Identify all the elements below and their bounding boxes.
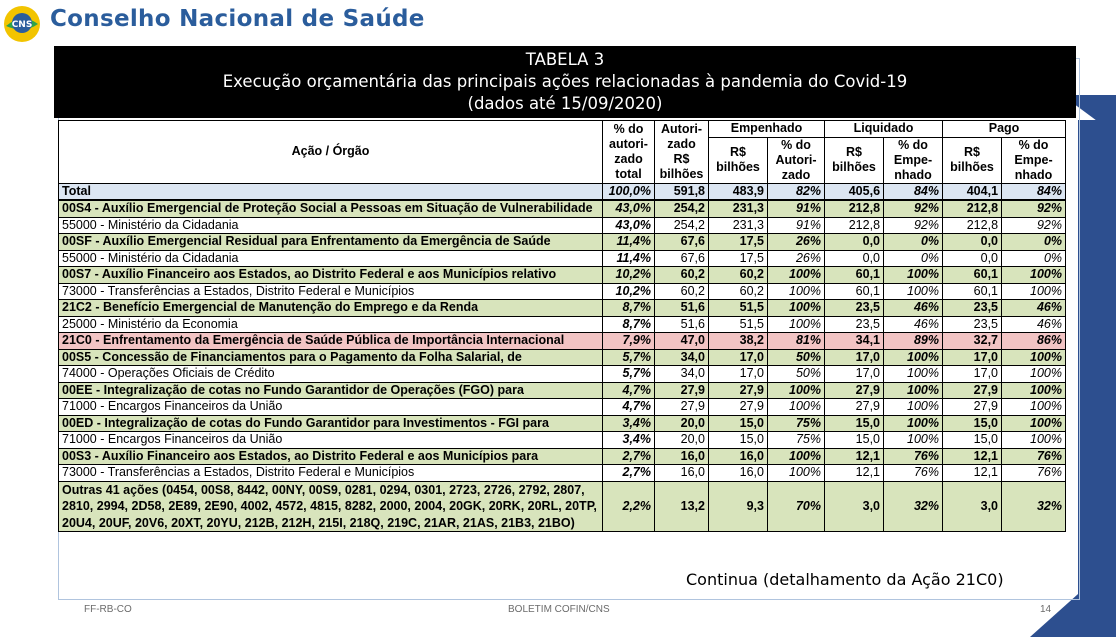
cell-liq-pct: 100% bbox=[884, 366, 943, 383]
cell-emp-pct: 100% bbox=[768, 382, 825, 399]
cell-emp-pct: 75% bbox=[768, 432, 825, 449]
cell-autorizado: 27,9 bbox=[655, 399, 709, 416]
cell-autorizado: 254,2 bbox=[655, 200, 709, 217]
cell-liq: 15,0 bbox=[825, 432, 884, 449]
cell-pago: 0,0 bbox=[943, 234, 1002, 251]
orgao-row bbox=[59, 316, 1066, 333]
cell-emp-pct: 50% bbox=[768, 366, 825, 383]
cell-emp: 17,5 bbox=[709, 234, 768, 251]
cell-label: 71000 - Encargos Financeiros da União bbox=[59, 432, 603, 449]
cell-pct-total: 5,7% bbox=[603, 366, 655, 383]
cell-autorizado: 13,2 bbox=[655, 481, 709, 532]
cell-emp: 16,0 bbox=[709, 448, 768, 465]
cell-emp-pct: 100% bbox=[768, 283, 825, 300]
cell-pct-total: 2,7% bbox=[603, 448, 655, 465]
cell-liq: 27,9 bbox=[825, 399, 884, 416]
orgao-row bbox=[59, 217, 1066, 234]
cell-pago: 17,0 bbox=[943, 366, 1002, 383]
cell-autorizado: 60,2 bbox=[655, 283, 709, 300]
cell-liq: 0,0 bbox=[825, 234, 884, 251]
cell-pago-pct: 100% bbox=[1002, 349, 1066, 366]
footer-left: FF-RB-CO bbox=[84, 604, 132, 615]
cell-pago: 32,7 bbox=[943, 333, 1002, 350]
cell-emp: 17,0 bbox=[709, 349, 768, 366]
cell-pago-pct: 32% bbox=[1002, 481, 1066, 532]
cell-pago-pct: 100% bbox=[1002, 399, 1066, 416]
header-liq-rs: R$ bilhões bbox=[825, 137, 884, 183]
cell-autorizado: 47,0 bbox=[655, 333, 709, 350]
header-pct-autorizado-total: % do autori- zado total bbox=[603, 121, 655, 184]
acao-row bbox=[59, 448, 1066, 465]
total-row bbox=[59, 183, 1066, 200]
cell-liq: 0,0 bbox=[825, 250, 884, 267]
cell-label: 55000 - Ministério da Cidadania bbox=[59, 250, 603, 267]
cell-autorizado: 16,0 bbox=[655, 465, 709, 482]
cell-label: 00S7 - Auxílio Financeiro aos Estados, ao Distrito Federal e aos Municípios relativo bbox=[59, 267, 603, 284]
cell-emp-pct: 100% bbox=[768, 448, 825, 465]
cell-pct-total: 10,2% bbox=[603, 283, 655, 300]
cell-pago-pct: 100% bbox=[1002, 283, 1066, 300]
cell-autorizado: 27,9 bbox=[655, 382, 709, 399]
cell-label: 00ED - Integralização de cotas do Fundo Garantidor para Investimentos - FGI para bbox=[59, 415, 603, 432]
budget-table bbox=[58, 120, 1066, 532]
cell-autorizado: 16,0 bbox=[655, 448, 709, 465]
cell-pago: 212,8 bbox=[943, 200, 1002, 217]
cell-label: 55000 - Ministério da Cidadania bbox=[59, 217, 603, 234]
cell-autorizado: 254,2 bbox=[655, 217, 709, 234]
header-empenhado: Empenhado bbox=[709, 121, 825, 138]
cell-liq-pct: 0% bbox=[884, 234, 943, 251]
cell-pago-pct: 92% bbox=[1002, 200, 1066, 217]
cell-liq-pct: 89% bbox=[884, 333, 943, 350]
header-liq-pct: % do Empe- nhado bbox=[884, 137, 943, 183]
cell-label: 00SF - Auxílio Emergencial Residual para Enfrentamento da Emergência de Saúde bbox=[59, 234, 603, 251]
cell-liq: 27,9 bbox=[825, 382, 884, 399]
cell-liq: 34,1 bbox=[825, 333, 884, 350]
cell-label: 73000 - Transferências a Estados, Distrito Federal e Municípios bbox=[59, 465, 603, 482]
cell-label: 25000 - Ministério da Economia bbox=[59, 316, 603, 333]
table-title-band bbox=[54, 46, 1076, 118]
cell-pago: 404,1 bbox=[943, 183, 1002, 200]
cell-emp-pct: 91% bbox=[768, 217, 825, 234]
cell-emp: 15,0 bbox=[709, 415, 768, 432]
cell-liq: 23,5 bbox=[825, 316, 884, 333]
cell-emp: 9,3 bbox=[709, 481, 768, 532]
cell-emp-pct: 26% bbox=[768, 234, 825, 251]
cell-liq-pct: 92% bbox=[884, 217, 943, 234]
cell-emp-pct: 26% bbox=[768, 250, 825, 267]
cell-pago: 0,0 bbox=[943, 250, 1002, 267]
cell-label: 00S5 - Concessão de Financiamentos para o Pagamento da Folha Salarial, de bbox=[59, 349, 603, 366]
cell-label: 71000 - Encargos Financeiros da União bbox=[59, 399, 603, 416]
cell-pago-pct: 86% bbox=[1002, 333, 1066, 350]
cell-liq: 60,1 bbox=[825, 267, 884, 284]
cell-autorizado: 34,0 bbox=[655, 349, 709, 366]
cell-emp-pct: 100% bbox=[768, 316, 825, 333]
cell-autorizado: 60,2 bbox=[655, 267, 709, 284]
acao-row bbox=[59, 382, 1066, 399]
cell-emp-pct: 82% bbox=[768, 183, 825, 200]
cell-liq-pct: 76% bbox=[884, 465, 943, 482]
brand-name: Conselho Nacional de Saúde bbox=[50, 6, 425, 32]
header-liquidado: Liquidado bbox=[825, 121, 943, 138]
cell-autorizado: 20,0 bbox=[655, 415, 709, 432]
cell-emp: 27,9 bbox=[709, 382, 768, 399]
cell-label: 00S4 - Auxílio Emergencial de Proteção Social a Pessoas em Situação de Vulnerabilidade bbox=[59, 200, 603, 217]
cell-pct-total: 2,2% bbox=[603, 481, 655, 532]
cell-emp: 38,2 bbox=[709, 333, 768, 350]
cell-pct-total: 11,4% bbox=[603, 234, 655, 251]
cell-liq-pct: 100% bbox=[884, 415, 943, 432]
cell-emp: 51,5 bbox=[709, 316, 768, 333]
cell-emp: 27,9 bbox=[709, 399, 768, 416]
cell-pct-total: 4,7% bbox=[603, 399, 655, 416]
cell-autorizado: 20,0 bbox=[655, 432, 709, 449]
table-body bbox=[59, 183, 1066, 532]
cell-liq-pct: 46% bbox=[884, 300, 943, 317]
header-autorizado: Autori- zado R$ bilhões bbox=[655, 121, 709, 184]
cell-pct-total: 2,7% bbox=[603, 465, 655, 482]
cell-label: 00S3 - Auxílio Financeiro aos Estados, ao Distrito Federal e aos Municípios para bbox=[59, 448, 603, 465]
header-row bbox=[59, 121, 1066, 138]
cell-pct-total: 3,4% bbox=[603, 432, 655, 449]
cell-pct-total: 11,4% bbox=[603, 250, 655, 267]
orgao-row bbox=[59, 250, 1066, 267]
cell-pct-total: 5,7% bbox=[603, 349, 655, 366]
cell-liq: 17,0 bbox=[825, 349, 884, 366]
cell-emp-pct: 70% bbox=[768, 481, 825, 532]
cell-liq-pct: 32% bbox=[884, 481, 943, 532]
cell-label: Outras 41 ações (0454, 00S8, 8442, 00NY, 00S9, 0281, 0294, 0301, 2723, 2726, 2792, 2807, 2810, 2994, 2D58, 2E89, 2E90, 4002, 4572, 4815, 8282, 2000, 2004, 20GK, 20RK, 20RL, 20TP, 20U4, 20UF, 20V6, 20XT, 20YU, 212B, 212H, 215I, 218Q, 219C, 21AR, 21AS, 21B3, 21BO) bbox=[59, 481, 603, 532]
footer-center: BOLETIM COFIN/CNS bbox=[508, 604, 610, 615]
cell-pct-total: 43,0% bbox=[603, 200, 655, 217]
cell-emp: 483,9 bbox=[709, 183, 768, 200]
cell-liq-pct: 100% bbox=[884, 283, 943, 300]
cell-pago: 15,0 bbox=[943, 415, 1002, 432]
cell-emp-pct: 100% bbox=[768, 267, 825, 284]
cns-logo bbox=[2, 4, 42, 44]
acao-row bbox=[59, 415, 1066, 432]
orgao-row bbox=[59, 399, 1066, 416]
table-subtitle: Execução orçamentária das principais ações relacionadas à pandemia do Covid-19 bbox=[222, 72, 908, 91]
cell-pago: 60,1 bbox=[943, 267, 1002, 284]
orgao-row bbox=[59, 283, 1066, 300]
cell-emp-pct: 75% bbox=[768, 415, 825, 432]
cell-pct-total: 43,0% bbox=[603, 217, 655, 234]
cell-label: 21C2 - Benefício Emergencial de Manutenção do Emprego e da Renda bbox=[59, 300, 603, 317]
cell-liq: 12,1 bbox=[825, 448, 884, 465]
table-date-note: (dados até 15/09/2020) bbox=[467, 94, 663, 113]
cell-pago-pct: 0% bbox=[1002, 234, 1066, 251]
acao-row bbox=[59, 333, 1066, 350]
cell-emp-pct: 91% bbox=[768, 200, 825, 217]
cell-pct-total: 7,9% bbox=[603, 333, 655, 350]
cell-emp: 51,5 bbox=[709, 300, 768, 317]
cell-pago-pct: 100% bbox=[1002, 415, 1066, 432]
cell-pct-total: 4,7% bbox=[603, 382, 655, 399]
cell-emp-pct: 81% bbox=[768, 333, 825, 350]
cell-liq: 12,1 bbox=[825, 465, 884, 482]
cell-pago: 23,5 bbox=[943, 316, 1002, 333]
header-emp-rs: R$ bilhões bbox=[709, 137, 768, 183]
cell-emp-pct: 100% bbox=[768, 399, 825, 416]
header-emp-pct: % do Autori- zado bbox=[768, 137, 825, 183]
cell-pago: 15,0 bbox=[943, 432, 1002, 449]
cell-pago-pct: 100% bbox=[1002, 382, 1066, 399]
orgao-row bbox=[59, 366, 1066, 383]
cell-pct-total: 3,4% bbox=[603, 415, 655, 432]
acao-row bbox=[59, 200, 1066, 217]
cell-pct-total: 10,2% bbox=[603, 267, 655, 284]
cell-liq: 17,0 bbox=[825, 366, 884, 383]
cell-autorizado: 34,0 bbox=[655, 366, 709, 383]
cell-emp-pct: 100% bbox=[768, 300, 825, 317]
acao-row bbox=[59, 349, 1066, 366]
orgao-row bbox=[59, 465, 1066, 482]
cell-pago: 27,9 bbox=[943, 382, 1002, 399]
cell-autorizado: 591,8 bbox=[655, 183, 709, 200]
cell-pago-pct: 100% bbox=[1002, 366, 1066, 383]
cell-liq: 60,1 bbox=[825, 283, 884, 300]
cell-liq: 405,6 bbox=[825, 183, 884, 200]
cell-liq-pct: 84% bbox=[884, 183, 943, 200]
cell-emp: 231,3 bbox=[709, 200, 768, 217]
cell-emp: 17,0 bbox=[709, 366, 768, 383]
cell-emp-pct: 50% bbox=[768, 349, 825, 366]
cell-label: 00EE - Integralização de cotas no Fundo Garantidor de Operações (FGO) para bbox=[59, 382, 603, 399]
cell-autorizado: 67,6 bbox=[655, 250, 709, 267]
cell-label: 73000 - Transferências a Estados, Distrito Federal e Municípios bbox=[59, 283, 603, 300]
logo-text: CNS bbox=[11, 20, 33, 30]
continua-note: Continua (detalhamento da Ação 21C0) bbox=[686, 570, 1004, 589]
cell-pago-pct: 76% bbox=[1002, 465, 1066, 482]
cell-autorizado: 51,6 bbox=[655, 300, 709, 317]
header-pago: Pago bbox=[943, 121, 1066, 138]
cell-liq-pct: 0% bbox=[884, 250, 943, 267]
cell-pago: 3,0 bbox=[943, 481, 1002, 532]
cell-liq: 212,8 bbox=[825, 217, 884, 234]
cell-liq: 15,0 bbox=[825, 415, 884, 432]
header-acao: Ação / Órgão bbox=[59, 121, 603, 184]
cell-autorizado: 67,6 bbox=[655, 234, 709, 251]
cell-pago-pct: 0% bbox=[1002, 250, 1066, 267]
cell-pago: 12,1 bbox=[943, 465, 1002, 482]
header-pago-pct: % do Empe- nhado bbox=[1002, 137, 1066, 183]
cell-emp: 15,0 bbox=[709, 432, 768, 449]
cell-pago-pct: 92% bbox=[1002, 217, 1066, 234]
table-title: TABELA 3 bbox=[525, 50, 605, 69]
cell-pago: 60,1 bbox=[943, 283, 1002, 300]
cell-pago: 27,9 bbox=[943, 399, 1002, 416]
footer-page-number: 14 bbox=[1040, 604, 1052, 615]
header-pago-rs: R$ bilhões bbox=[943, 137, 1002, 183]
cell-emp: 16,0 bbox=[709, 465, 768, 482]
cell-pago-pct: 84% bbox=[1002, 183, 1066, 200]
acao-row bbox=[59, 267, 1066, 284]
cell-liq: 3,0 bbox=[825, 481, 884, 532]
cell-liq-pct: 76% bbox=[884, 448, 943, 465]
cell-emp: 60,2 bbox=[709, 283, 768, 300]
cell-emp-pct: 100% bbox=[768, 465, 825, 482]
acao-row bbox=[59, 234, 1066, 251]
cell-liq-pct: 100% bbox=[884, 399, 943, 416]
cell-pago-pct: 76% bbox=[1002, 448, 1066, 465]
cell-liq-pct: 100% bbox=[884, 349, 943, 366]
cell-liq-pct: 100% bbox=[884, 382, 943, 399]
cell-liq: 23,5 bbox=[825, 300, 884, 317]
cell-emp: 17,5 bbox=[709, 250, 768, 267]
acao-row bbox=[59, 481, 1066, 532]
cell-label: 74000 - Operações Oficiais de Crédito bbox=[59, 366, 603, 383]
cell-liq-pct: 100% bbox=[884, 432, 943, 449]
orgao-row bbox=[59, 432, 1066, 449]
cell-emp: 60,2 bbox=[709, 267, 768, 284]
cell-pago-pct: 46% bbox=[1002, 316, 1066, 333]
acao-row bbox=[59, 300, 1066, 317]
cell-pago-pct: 100% bbox=[1002, 432, 1066, 449]
cell-pago: 17,0 bbox=[943, 349, 1002, 366]
cell-liq-pct: 46% bbox=[884, 316, 943, 333]
cell-label: Total bbox=[59, 183, 603, 200]
cell-emp: 231,3 bbox=[709, 217, 768, 234]
cell-pago: 12,1 bbox=[943, 448, 1002, 465]
cell-pct-total: 100,0% bbox=[603, 183, 655, 200]
cell-pago: 23,5 bbox=[943, 300, 1002, 317]
cell-pago: 212,8 bbox=[943, 217, 1002, 234]
cell-pct-total: 8,7% bbox=[603, 316, 655, 333]
cell-pago-pct: 46% bbox=[1002, 300, 1066, 317]
cell-liq-pct: 100% bbox=[884, 267, 943, 284]
cell-liq: 212,8 bbox=[825, 200, 884, 217]
cell-autorizado: 51,6 bbox=[655, 316, 709, 333]
cell-label: 21C0 - Enfrentamento da Emergência de Saúde Pública de Importância Internacional bbox=[59, 333, 603, 350]
cell-liq-pct: 92% bbox=[884, 200, 943, 217]
cell-pct-total: 8,7% bbox=[603, 300, 655, 317]
cell-pago-pct: 100% bbox=[1002, 267, 1066, 284]
